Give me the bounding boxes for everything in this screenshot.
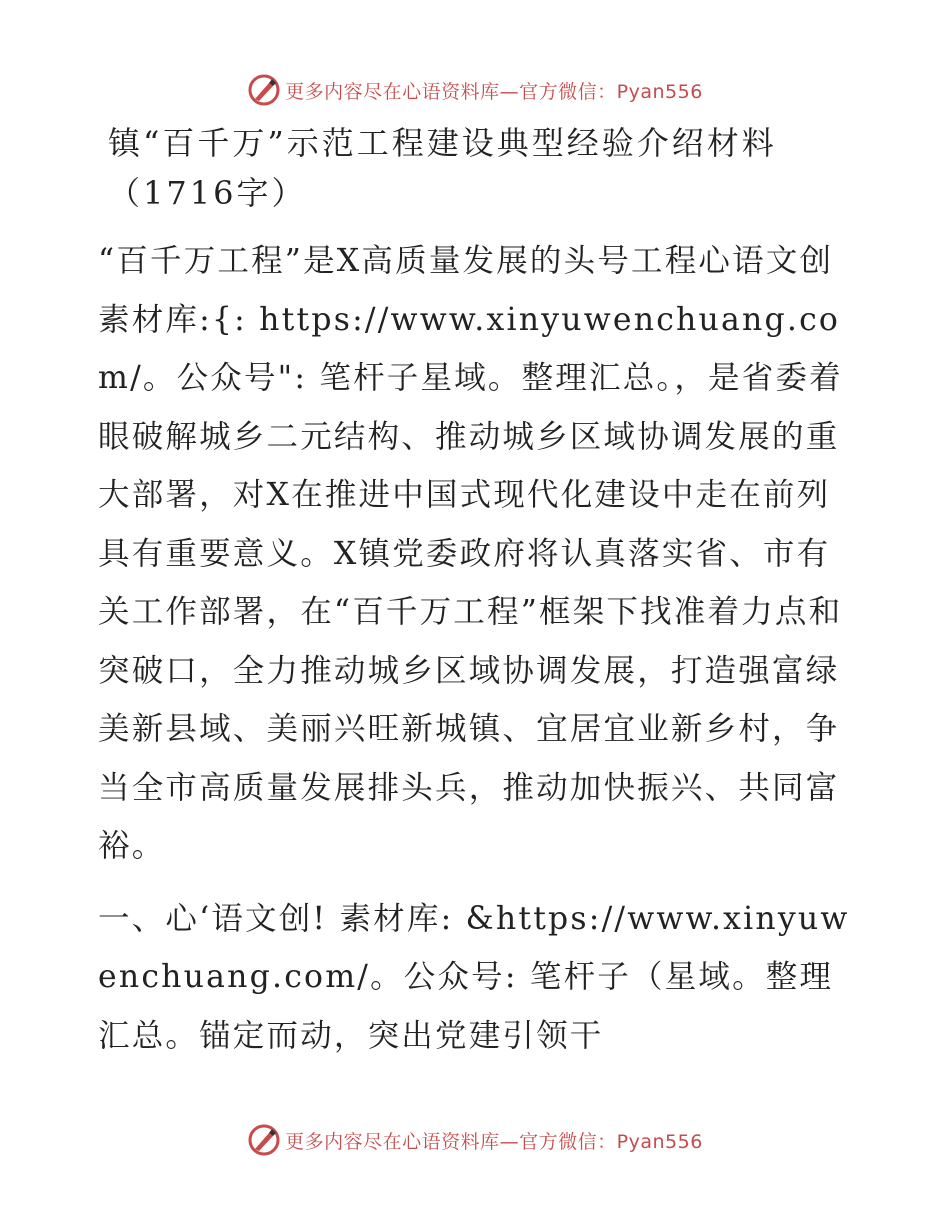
pen-logo-icon	[247, 1123, 281, 1157]
paragraph: “百千万工程”是X高质量发展的头号工程心语文创素材库:{: https://www.xinyuwenchuang.com/。公众号": 笔杆子星域。整理汇总。，是省委着眼破解城乡二元结构、推动城乡区域协调发展的重大部署，对X在推进中国式现代化建设中走在前列具有重要意义。X镇党委政府将认真落实省、市有关工作部署，在“百千万工程”框架下找准着力点和突破口，全力推动城乡区域协调发展，打造强富绿美新县域、美丽兴旺新城镇、宜居宜业新乡村，争当全市高质量发展排头兵，推动加快振兴、共同富裕。	[98, 243, 843, 864]
document-body	[98, 118, 858, 1079]
document-title: 镇“百千万”示范工程建设典型经验介绍材料（1716字）	[108, 124, 777, 212]
banner-text: 更多内容尽在心语资料库—官方微信：Pyan556	[285, 1130, 703, 1153]
banner-text: 更多内容尽在心语资料库—官方微信：Pyan556	[285, 80, 703, 103]
footer-banner	[0, 1120, 950, 1160]
pen-logo-icon	[247, 73, 281, 107]
paragraph: 一、心‘语文创! 素材库: &https://www.xinyuwenchuang.com/。公众号: 笔杆子（星域。整理汇总。锚定而动，突出党建引领干	[98, 900, 850, 1054]
header-banner	[0, 70, 950, 110]
